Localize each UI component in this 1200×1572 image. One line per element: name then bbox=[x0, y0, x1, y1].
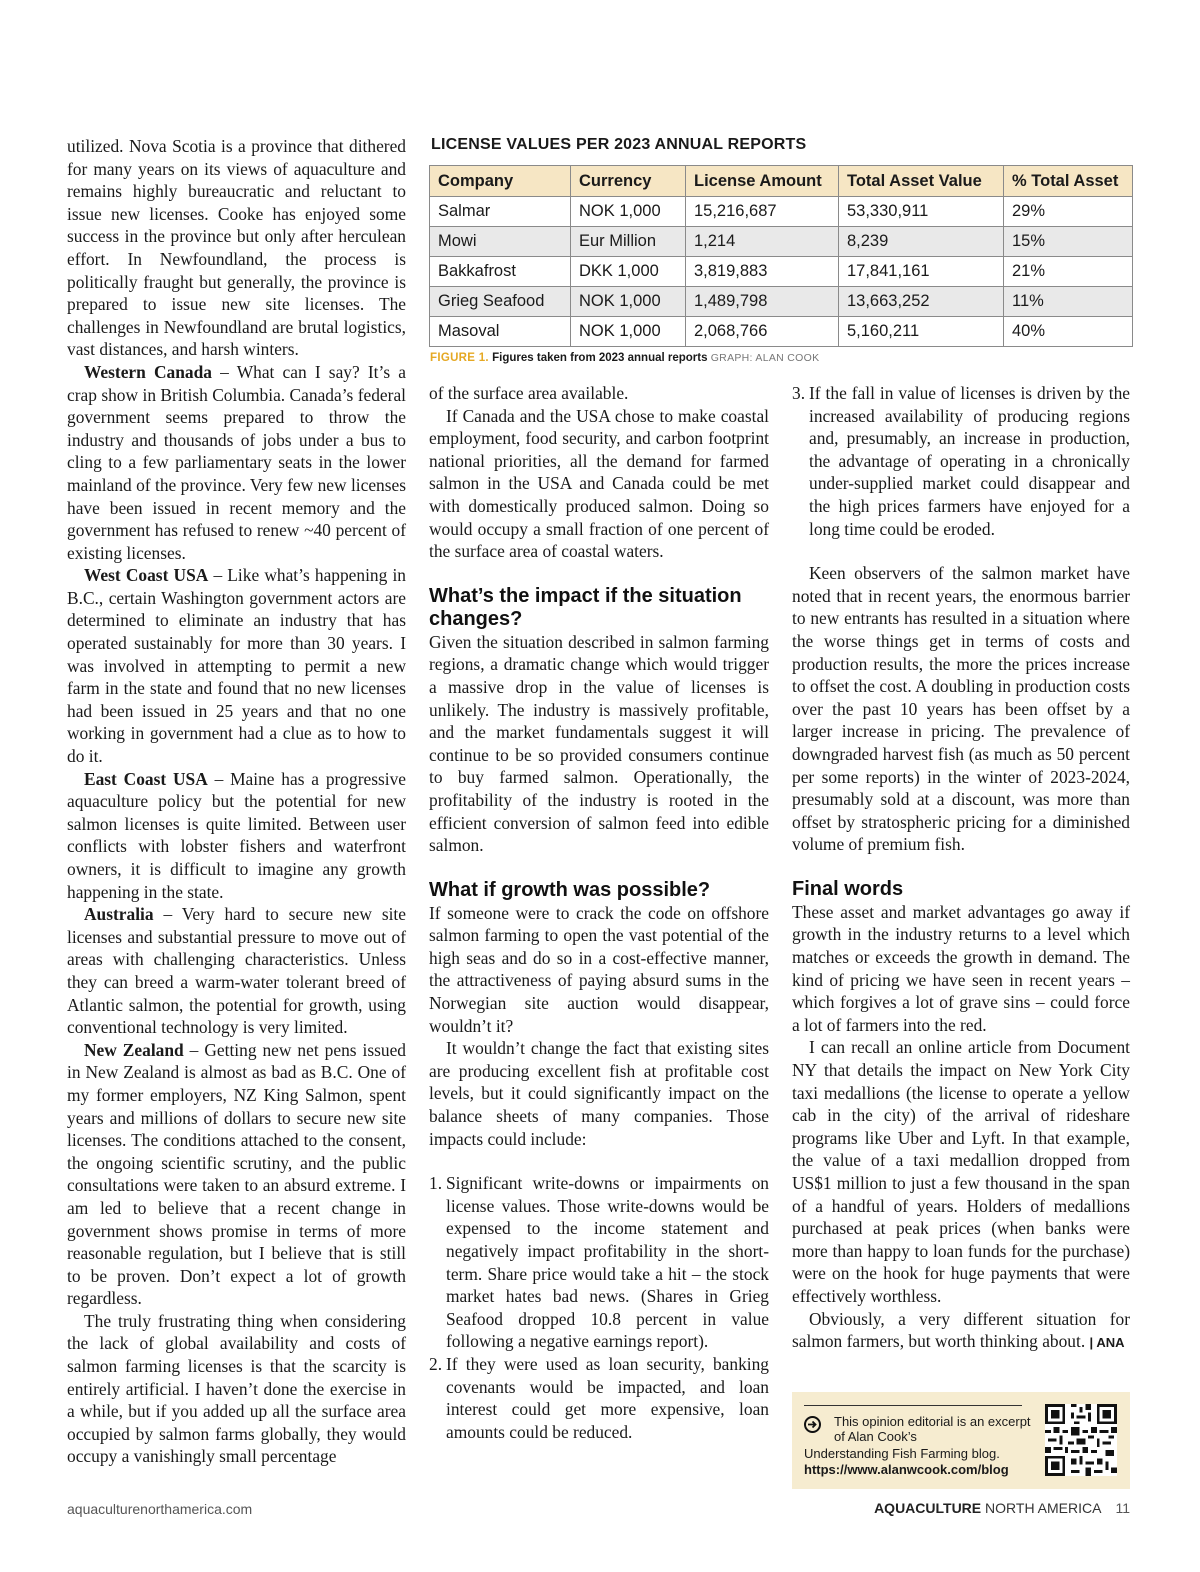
region-heading: West Coast USA bbox=[84, 565, 209, 586]
end-mark: | ANA bbox=[1089, 1335, 1125, 1351]
section-heading-growth: What if growth was possible? bbox=[429, 878, 711, 901]
list-item bbox=[429, 1172, 769, 1353]
table-cell: NOK 1,000 bbox=[571, 287, 686, 317]
region-heading: Australia bbox=[84, 904, 154, 925]
impacts-list-continued bbox=[792, 382, 1130, 540]
list-number: 3. bbox=[792, 383, 806, 403]
table-cell: 40% bbox=[1004, 317, 1133, 347]
table-cell: 53,330,911 bbox=[839, 197, 1004, 227]
paragraph-text: – Getting new net pens issued in New Zealand is almost as bad as B.C. One of my former employers, NZ King Salmon, spent years and millions of dollars to secure new site licenses. The conditions attached to the consent, the ongoing scientific scrutiny, and the public consultations were taken to an absurd extreme. I am led to believe that a recent change in government shows promise in terms of more reasonable regulation, but I believe that is still to be proven. Don’t expect a lot of growth regardless. bbox=[67, 1039, 406, 1309]
paragraph: These asset and market advantages go away if growth in the industry returns to a level which matches or exceeds the growth in demand. The kind of pricing we have seen in recent years – which forgives a lot of grave sins – could force a lot of farmers into the red. bbox=[792, 901, 1130, 1035]
table-title: LICENSE VALUES PER 2023 ANNUAL REPORTS bbox=[431, 136, 807, 153]
region-paragraph-western-canada bbox=[67, 361, 406, 564]
table-cell: 1,489,798 bbox=[686, 287, 839, 317]
paragraph-text: – Maine has a progressive aquaculture policy but the potential for new salmon licenses is quite limited. Between user conflicts with lobster fishers and waterfront owners, it is difficult to imagine any growth happening in the state. bbox=[67, 768, 406, 902]
brand-bold: AQUACULTURE bbox=[874, 1500, 982, 1516]
paragraph: Given the situation described in salmon farming regions, a dramatic change which would trigger a massive drop in the value of licenses is unlikely. The industry is massively profitable, and the market fundamentals suggest it will continue to be so provided consumers continue to buy farmed salmon. Operationally, the profitability of the industry is rooted in the efficient conversion of salmon feed into edible salmon. bbox=[429, 631, 769, 856]
list-number: 1. bbox=[429, 1173, 443, 1194]
column-header: % Total Asset bbox=[1004, 166, 1133, 197]
brand-rest: NORTH AMERICA bbox=[981, 1500, 1102, 1516]
article-column-3 bbox=[792, 382, 1130, 1355]
promo-text: Understanding Fish Farming blog. bbox=[804, 1446, 1000, 1461]
column-header: Currency bbox=[571, 166, 686, 197]
region-heading: Western Canada bbox=[84, 361, 212, 382]
figure-caption bbox=[430, 352, 819, 364]
table-cell: Salmar bbox=[430, 197, 571, 227]
paragraph: utilized. Nova Scotia is a province that dithered for many years on its views of aquaculture and remains highly bureaucratic and reluctant to issue new licenses. Cooke has enjoyed some success in the province but only after herculean effort. In Newfoundland, the process is politically fraught but generally, the province is prepared to issue new site licenses. The challenges in Newfoundland are brutal logistics, vast distances, and harsh winters. bbox=[67, 136, 406, 360]
table-cell: Grieg Seafood bbox=[430, 287, 571, 317]
divider bbox=[804, 1405, 1022, 1406]
paragraph: If Canada and the USA chose to make coastal employment, food security, and carbon footprint national priorities, all the demand for farmed salmon in the USA and Canada could be met with domestically produced salmon. Doing so would occupy a small fraction of one percent of the surface area of coastal waters. bbox=[429, 405, 769, 562]
figure-credit: GRAPH: ALAN COOK bbox=[710, 352, 820, 364]
impacts-list bbox=[429, 1172, 769, 1443]
list-item bbox=[429, 1353, 769, 1443]
figure-label: FIGURE 1. bbox=[430, 352, 489, 364]
table-cell: 3,819,883 bbox=[686, 257, 839, 287]
table-cell: NOK 1,000 bbox=[571, 197, 686, 227]
blog-promo-box bbox=[792, 1392, 1130, 1489]
paragraph-text: – Like what’s happening in B.C., certain Washington government actors are determined to eliminate an industry that has operated sustainably for more than 30 years. I was involved in attempting to permit a new farm in the state and found that no new licenses had been issued in 25 years and that no one working in government had a clue as to how to do it. bbox=[67, 565, 406, 767]
paragraph: The truly frustrating thing when considering the lack of global availability and costs of salmon farming licenses is that the scarcity is entirely artificial. I haven’t done the exercise in a while, but if you added up all the surface area occupied by salmon farms globally, they would occupy a vanishingly small percentage bbox=[67, 1310, 406, 1467]
article-column-1 bbox=[67, 135, 406, 1468]
region-heading: New Zealand bbox=[84, 1039, 184, 1060]
table-cell: 8,239 bbox=[839, 227, 1004, 257]
region-heading: East Coast USA bbox=[84, 768, 208, 789]
table-row bbox=[430, 257, 1133, 287]
table-cell: 2,068,766 bbox=[686, 317, 839, 347]
paragraph: It wouldn’t change the fact that existing sites are producing excellent fish at profitable cost levels, but it could significantly impact on the balance sheets of many companies. Those impacts could include: bbox=[429, 1038, 769, 1149]
footer-brand bbox=[874, 1500, 1130, 1516]
paragraph-text: – What can I say? It’s a crap show in British Columbia. Canada’s federal government seems prepared to throw the industry and thousands of jobs under a bus to cling to a few parliamentary seats in the lower mainland of the province. Very few new licenses have been issued in recent memory and the government has refused to renew ~40 percent of existing licenses. bbox=[67, 361, 406, 563]
region-paragraph-new-zealand bbox=[67, 1039, 406, 1310]
column-header: License Amount bbox=[686, 166, 839, 197]
license-values-table bbox=[429, 165, 1133, 347]
table-cell: Bakkafrost bbox=[430, 257, 571, 287]
table-cell: 1,214 bbox=[686, 227, 839, 257]
table-row bbox=[430, 317, 1133, 347]
table-cell: 15% bbox=[1004, 227, 1133, 257]
column-header: Company bbox=[430, 166, 571, 197]
paragraph: If someone were to crack the code on offshore salmon farming to open the vast potential of the high seas and do so in a cost-effective manner, the attractiveness of paying absurd sums in the Norwegian site auction would disappear, wouldn’t it? bbox=[429, 902, 769, 1036]
region-paragraph-australia bbox=[67, 903, 406, 1039]
table-cell: 17,841,161 bbox=[839, 257, 1004, 287]
paragraph: Keen observers of the salmon market have noted that in recent years, the enormous barrier to new entrants has resulted in a situation where the worse things get in terms of costs and production results, the more the prices increase to offset the cost. A doubling in production costs over the past 10 years has been offset by a larger increase in pricing. The prevalence of downgraded harvest fish (as much as 50 percent per some reports) in the winter of 2023-2024, presumably sold at a discount, was more than offset by stratospheric pricing for a diminished volume of premium fish. bbox=[792, 563, 1130, 855]
table-cell: DKK 1,000 bbox=[571, 257, 686, 287]
table-row bbox=[430, 197, 1133, 227]
region-paragraph-west-coast-usa bbox=[67, 564, 406, 767]
region-paragraph-east-coast-usa bbox=[67, 768, 406, 904]
list-item-text: If they were used as loan security, banking covenants would be impacted, and loan interest could get more expensive, loan amounts could be reduced. bbox=[446, 1353, 769, 1442]
figure-caption-text: Figures taken from 2023 annual reports bbox=[492, 352, 708, 364]
table-cell: 11% bbox=[1004, 287, 1133, 317]
page-number: 11 bbox=[1115, 1500, 1130, 1516]
article-column-2 bbox=[429, 382, 769, 1443]
table-cell: NOK 1,000 bbox=[571, 317, 686, 347]
table-cell: 21% bbox=[1004, 257, 1133, 287]
paragraph: I can recall an online article from Document NY that details the impact on New York City taxi medallions (the license to operate a yellow cab in the city) of the arrival of rideshare programs like Uber and Lyft. In that example, the value of a taxi medallion dropped from US$1 million to just a few thousand in the span of a handful of years. Holders of medallions purchased at peak prices (when banks were more than happy to loan funds for the purchase) were on the hook for huge payments that were effectively worthless. bbox=[792, 1037, 1130, 1306]
blog-link[interactable]: https://www.alanwcook.com/blog bbox=[804, 1462, 1009, 1477]
list-item-text: If the fall in value of licenses is driven by the increased availability of producing regions and, presumably, an increase in production, the advantage of operating in a chronically under-supplied market could disappear and the high prices farmers have enjoyed for a long time could be eroded. bbox=[809, 383, 1130, 539]
list-number: 2. bbox=[429, 1353, 443, 1374]
list-item bbox=[792, 382, 1130, 540]
paragraph-text: Obviously, a very different situation for salmon farmers, but worth thinking about. bbox=[792, 1308, 1130, 1352]
arrow-circle-icon bbox=[804, 1416, 821, 1433]
paragraph-text: – Very hard to secure new site licenses and substantial pressure to move out of areas with challenging characteristics. Unless they can breed a warm-water tolerant breed of Atlantic salmon, the potential for growth, using conventional technology is very limited. bbox=[67, 904, 406, 1038]
table-cell: Masoval bbox=[430, 317, 571, 347]
paragraph bbox=[792, 1308, 1130, 1355]
promo-text: This opinion editorial is an excerpt of Alan Cook’s bbox=[834, 1414, 1031, 1444]
table-cell: Eur Million bbox=[571, 227, 686, 257]
table-header-row bbox=[430, 166, 1133, 197]
table-cell: 15,216,687 bbox=[686, 197, 839, 227]
paragraph: of the surface area available. bbox=[429, 383, 629, 403]
column-header: Total Asset Value bbox=[839, 166, 1004, 197]
footer-website[interactable]: aquaculturenorthamerica.com bbox=[67, 1501, 253, 1517]
section-heading-impact: What’s the impact if the situation changes? bbox=[429, 584, 742, 630]
table-row bbox=[430, 287, 1133, 317]
section-heading-final-words: Final words bbox=[792, 877, 904, 900]
table-cell: 5,160,211 bbox=[839, 317, 1004, 347]
table-cell: Mowi bbox=[430, 227, 571, 257]
table-cell: 13,663,252 bbox=[839, 287, 1004, 317]
table-cell: 29% bbox=[1004, 197, 1133, 227]
qr-code-icon[interactable] bbox=[1045, 1404, 1117, 1476]
list-item-text: Significant write-downs or impairments on license values. Those write-downs would be expensed to the income statement and negatively impact profitability in the short-term. Share price would take a hit – the stock market hates bad news. (Shares in Grieg Seafood dropped 10.8 percent in value following a negative earnings report). bbox=[446, 1173, 769, 1352]
table-row bbox=[430, 227, 1133, 257]
